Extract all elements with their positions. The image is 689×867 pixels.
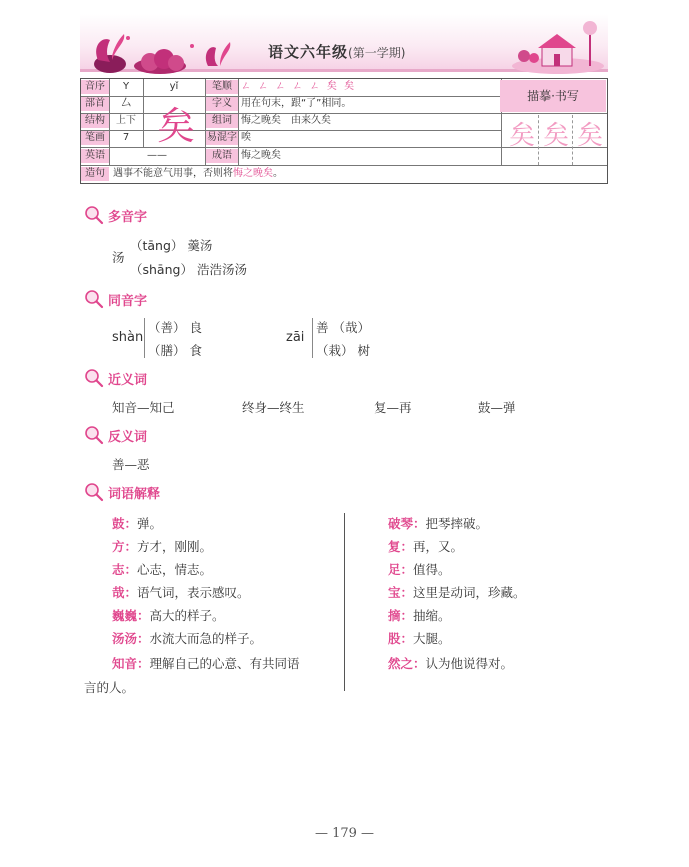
glossary-term: 鼓： bbox=[112, 516, 138, 531]
section-title: 词语解释 bbox=[108, 486, 161, 502]
label-sentence: 造句 bbox=[81, 167, 109, 181]
glossary-term: 足： bbox=[388, 562, 414, 577]
english: —— bbox=[147, 150, 167, 161]
glossary-def: 值得。 bbox=[413, 562, 451, 577]
book-title-main: 语文六年级 bbox=[268, 43, 349, 61]
book-title-sub: (第一学期) bbox=[348, 46, 406, 60]
reading-word: 羹汤 bbox=[187, 238, 213, 253]
glossary-term: 破琴： bbox=[388, 516, 426, 531]
section-title: 反义词 bbox=[108, 429, 148, 445]
synonym-pair: 鼓—弹 bbox=[478, 400, 516, 415]
homophone-pinyin-2: zāi bbox=[286, 330, 305, 345]
glossary-def: 弹。 bbox=[137, 516, 163, 531]
flower-decoration-icon bbox=[88, 26, 238, 74]
glossary-def: 方才，刚刚。 bbox=[137, 539, 213, 554]
glossary-term: 复： bbox=[388, 539, 414, 554]
magnifier-icon bbox=[84, 289, 104, 309]
reading-pinyin: （shāng） bbox=[130, 262, 193, 277]
synonym-pair: 终身—终生 bbox=[242, 400, 305, 415]
synonym-pair: 复—再 bbox=[374, 400, 412, 415]
sentence bbox=[113, 167, 283, 181]
label-english: 英语 bbox=[81, 149, 109, 163]
glossary-def: 语气词，表示感叹。 bbox=[137, 585, 250, 600]
main-character: 矣 bbox=[157, 104, 196, 148]
glossary-def: 理解自己的心意、有共同语 bbox=[149, 656, 300, 671]
sentence-highlight: 悔之晚矣 bbox=[233, 168, 273, 179]
confusable: 唉 bbox=[241, 132, 251, 143]
house-decoration-icon bbox=[510, 16, 606, 74]
homophone-item bbox=[316, 341, 370, 359]
trace-char-3[interactable]: 矣 bbox=[577, 121, 604, 151]
synonym-pair: 知音—知己 bbox=[112, 400, 175, 415]
section-title: 同音字 bbox=[108, 293, 148, 309]
reading-word: 浩浩汤汤 bbox=[196, 262, 247, 277]
glossary-term: 志： bbox=[112, 562, 138, 577]
glossary-term: 摘： bbox=[388, 608, 414, 623]
glossary-term: 股： bbox=[388, 631, 414, 646]
homophone-word: 食 bbox=[189, 343, 203, 358]
antonym-pair: 善—恶 bbox=[112, 457, 150, 472]
glossary-divider bbox=[344, 513, 345, 691]
idiom: 悔之晚矣 bbox=[241, 150, 281, 161]
glossary-entry bbox=[388, 537, 463, 555]
book-title bbox=[268, 41, 405, 62]
radical: 厶 bbox=[121, 98, 131, 109]
sentence-after: 。 bbox=[273, 168, 283, 179]
glossary-entry bbox=[388, 629, 451, 647]
sequence-letter: Y bbox=[122, 81, 130, 92]
glossary-def: 高大的样子。 bbox=[149, 608, 225, 623]
glossary-def: 大腿。 bbox=[413, 631, 451, 646]
glossary-def: 水流大而急的样子。 bbox=[149, 631, 263, 646]
glossary-entry bbox=[112, 537, 212, 555]
homophone-word: 树 bbox=[357, 343, 371, 358]
glossary-entry bbox=[388, 654, 513, 672]
glossary-entry bbox=[388, 606, 451, 624]
magnifier-icon bbox=[84, 425, 104, 445]
homophone-word: 良 bbox=[189, 320, 203, 335]
glossary-term: 知音： bbox=[112, 656, 150, 671]
glossary-def: 再，又。 bbox=[413, 539, 464, 554]
label-stroke-count: 笔画 bbox=[81, 131, 109, 145]
section-homophone bbox=[84, 288, 147, 310]
trace-char-1[interactable]: 矣 bbox=[509, 121, 536, 151]
glossary-term: 宝： bbox=[388, 585, 414, 600]
glossary-entry bbox=[112, 629, 262, 647]
section-polyphone bbox=[84, 204, 147, 226]
meaning: 用在句末，跟“了”相同。 bbox=[241, 98, 352, 109]
reading-pinyin: （tāng） bbox=[130, 238, 184, 253]
glossary-entry bbox=[388, 583, 526, 601]
glossary-def: 这里是动词，珍藏。 bbox=[413, 585, 526, 600]
glossary-term: 方： bbox=[112, 539, 138, 554]
label-structure: 结构 bbox=[81, 114, 109, 128]
polyphone-reading-1 bbox=[130, 236, 212, 254]
glossary-def: 认为他说得对。 bbox=[425, 656, 514, 671]
section-synonyms bbox=[84, 367, 147, 389]
glossary-continuation: 言的人。 bbox=[84, 680, 135, 695]
label-idiom: 成语 bbox=[206, 149, 238, 163]
label-words: 组词 bbox=[206, 114, 238, 128]
page-header bbox=[80, 14, 608, 76]
words: 悔之晚矣 由来久矣 bbox=[241, 115, 331, 126]
homophone-item bbox=[148, 341, 202, 359]
pinyin: yǐ bbox=[169, 81, 179, 92]
stroke-count: 7 bbox=[122, 132, 130, 143]
glossary-entry bbox=[112, 606, 225, 624]
homophone-char: （善） bbox=[148, 320, 186, 335]
glossary-entry bbox=[112, 560, 212, 578]
homophone-char: （栽） bbox=[316, 343, 354, 358]
section-glossary bbox=[84, 481, 160, 503]
glossary-entry bbox=[112, 583, 250, 601]
glossary-term: 巍巍： bbox=[112, 608, 150, 623]
glossary-term: 哉： bbox=[112, 585, 138, 600]
copy-label: 描摹·书写 bbox=[500, 80, 606, 112]
polyphone-char: 汤 bbox=[112, 250, 125, 265]
homophone-pinyin-1: shàn bbox=[112, 330, 144, 345]
glossary-entry bbox=[112, 654, 300, 672]
page-number: — 179 — bbox=[314, 826, 375, 841]
magnifier-icon bbox=[84, 368, 104, 388]
homophone-word: （哉） bbox=[332, 320, 371, 335]
structure: 上下 bbox=[116, 115, 136, 126]
homophone-char: 善 bbox=[316, 320, 329, 335]
stroke-order: ㄥ ㄥ ㄥ ㄥ ㄥ 矣 矣 bbox=[241, 81, 357, 92]
homophone-item bbox=[316, 318, 370, 336]
homophone-item bbox=[148, 318, 202, 336]
glossary-term: 汤汤： bbox=[112, 631, 150, 646]
glossary-term: 然之： bbox=[388, 656, 426, 671]
sentence-before: 遇事不能意气用事，否则将 bbox=[113, 168, 233, 179]
section-antonyms bbox=[84, 424, 147, 446]
section-title: 多音字 bbox=[108, 209, 148, 225]
label-radical: 部首 bbox=[81, 97, 109, 111]
trace-char-2[interactable]: 矣 bbox=[543, 121, 570, 151]
polyphone-reading-2 bbox=[130, 260, 247, 278]
magnifier-icon bbox=[84, 205, 104, 225]
label-sequence: 音序 bbox=[81, 80, 109, 94]
label-meaning: 字义 bbox=[206, 97, 238, 111]
glossary-def: 心志，情志。 bbox=[137, 562, 213, 577]
homophone-char: （膳） bbox=[148, 343, 186, 358]
label-strokes: 笔顺 bbox=[206, 80, 238, 94]
label-confusable: 易混字 bbox=[207, 132, 237, 143]
glossary-def: 把琴摔破。 bbox=[425, 516, 489, 531]
glossary-entry bbox=[388, 514, 488, 532]
magnifier-icon bbox=[84, 482, 104, 502]
glossary-entry bbox=[388, 560, 451, 578]
section-title: 近义词 bbox=[108, 372, 148, 388]
glossary-def: 抽缩。 bbox=[413, 608, 451, 623]
glossary-entry bbox=[112, 514, 162, 532]
